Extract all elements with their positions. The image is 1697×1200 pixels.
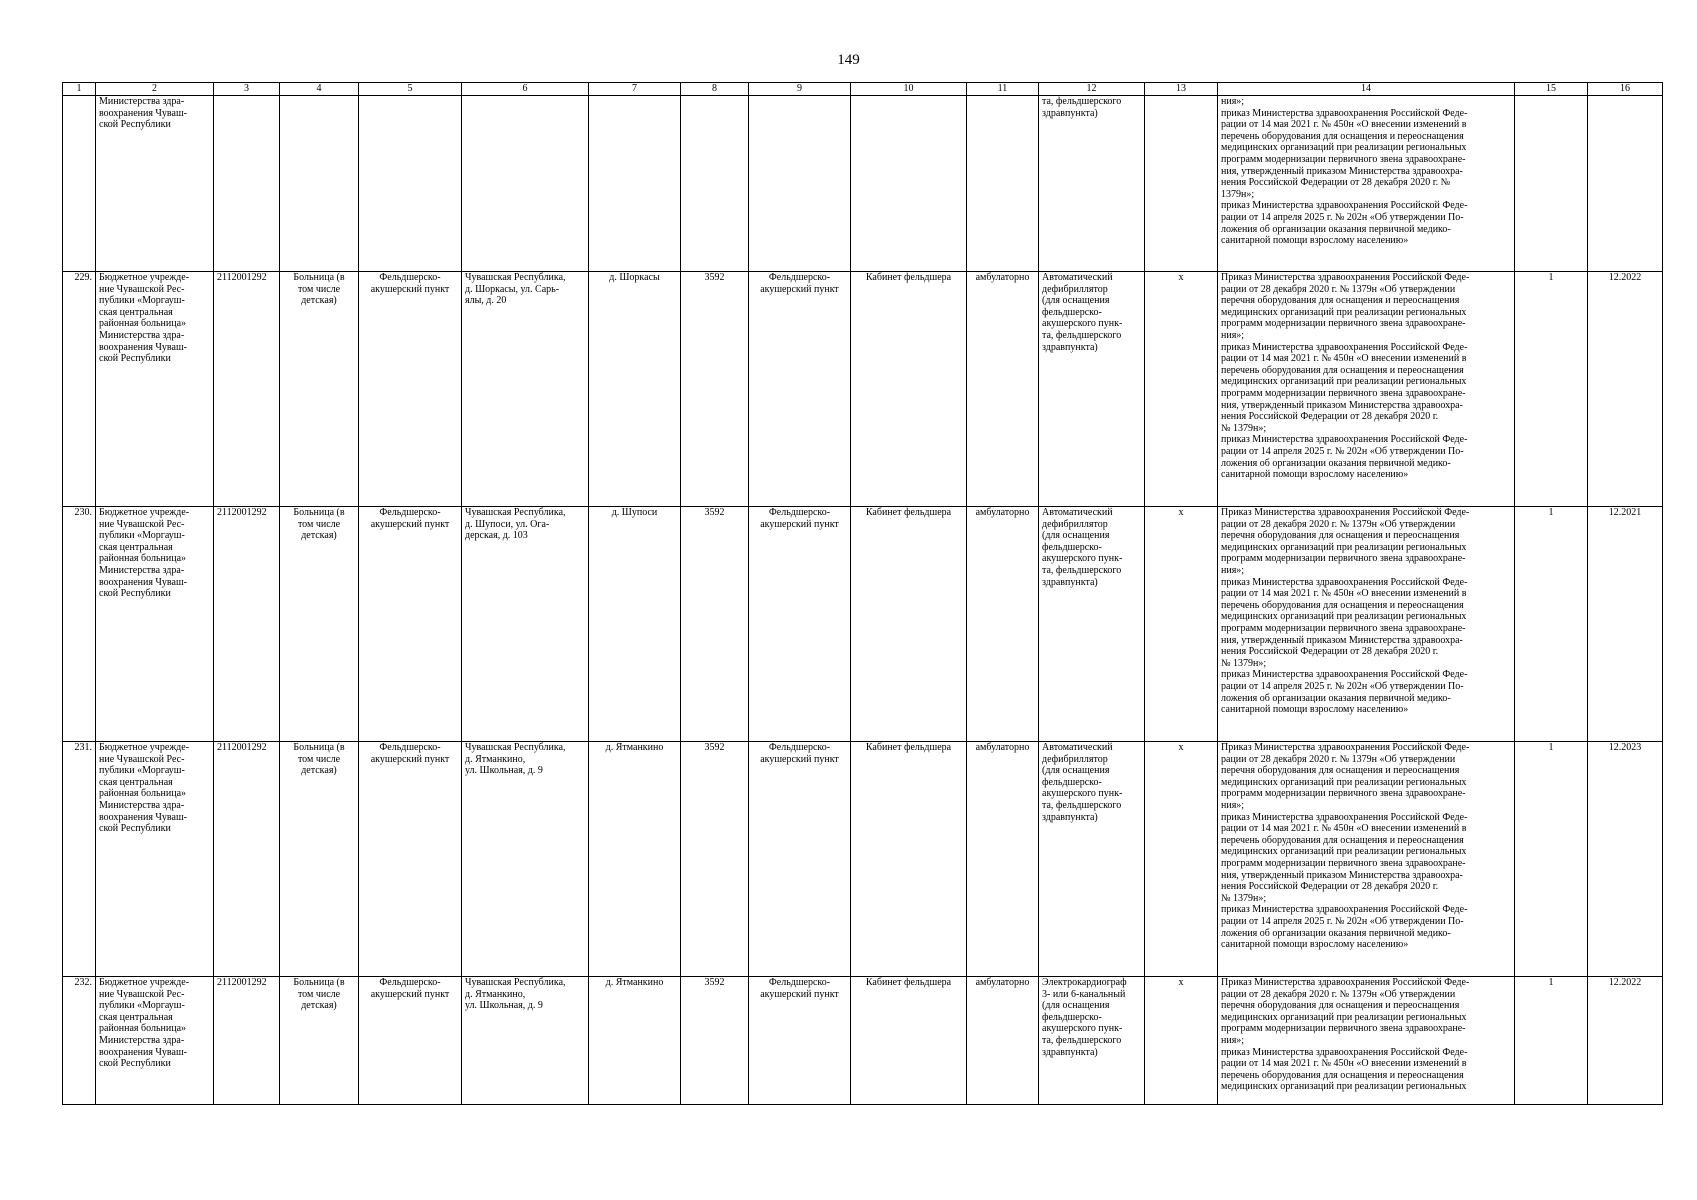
equipment: Автоматический дефибриллятор (для оснащения фельдшерско- акушерского пунк- та, фельдшерского здравпункта): [1042, 272, 1123, 353]
care-mode: амбулаторно: [967, 742, 1039, 977]
unit-name: Фельдшерско- акушерский пункт: [370, 507, 450, 530]
col-header: 12: [1039, 83, 1145, 96]
inn: 2112001292: [214, 977, 280, 1105]
subunit: Фельдшерско- акушерский пункт: [760, 742, 839, 765]
col-header: 1: [63, 83, 96, 96]
room: Кабинет фельдшера: [851, 507, 967, 742]
row-number: 231.: [63, 742, 96, 977]
quantity: 1: [1515, 507, 1588, 742]
x-mark: x: [1145, 977, 1218, 1105]
date: 12.2022: [1588, 272, 1663, 507]
col-header: 9: [749, 83, 851, 96]
code: [681, 96, 749, 272]
col-header: 16: [1588, 83, 1663, 96]
col-header: 8: [681, 83, 749, 96]
column-number-row: [63, 83, 1663, 96]
settlement: д. Ятманкино: [589, 977, 681, 1105]
col-header: 2: [96, 83, 214, 96]
org-name: Бюджетное учрежде- ние Чувашской Рес- публики «Моргауш- ская центральная районная больница» Министерства здра- воохранения Чуваш- ской Республики: [99, 742, 190, 835]
x-mark: x: [1145, 742, 1218, 977]
col-header: 11: [967, 83, 1039, 96]
address: Чувашская Республика, д. Ятманкино, ул. Школьная, д. 9: [465, 742, 566, 777]
table-row: [63, 507, 1663, 742]
table-row: [63, 742, 1663, 977]
legal-basis: Приказ Министерства здравоохранения Российской Феде- рации от 28 декабря 2020 г. № 1379н «Об утверждении перечня оборудования для оснащения и переоснащения медицинских организаций при реализации региональных программ модернизации первичного звена здравоохране- ния»; приказ Министерства здравоохранения Российской Феде- рации от 14 мая 2021 г. № 450н «О внесении изменений в перечень оборудования для оснащения и переоснащения медицинских организаций при реализации региональных программ модернизации первичного звена здравоохране- ния, утвержденный приказом Министерства здравоохра- нения Российской Федерации от 28 декабря 2020 г. № 1379н»; приказ Министерства здравоохранения Российской Феде- рации от 14 апреля 2025 г. № 202н «Об утверждении По- ложения об организации оказания первичной медико- санитарной помощи взрослому населению»: [1221, 742, 1470, 951]
x-mark: x: [1145, 507, 1218, 742]
col-header: 14: [1218, 83, 1515, 96]
x-mark: x: [1145, 272, 1218, 507]
col-header: 6: [462, 83, 589, 96]
table-row: [63, 272, 1663, 507]
inn: [214, 96, 280, 272]
quantity: [1515, 96, 1588, 272]
unit-name: Фельдшерско- акушерский пункт: [370, 272, 450, 295]
unit-name: Фельдшерско- акушерский пункт: [370, 742, 450, 765]
inn: 2112001292: [214, 272, 280, 507]
date: 12.2021: [1588, 507, 1663, 742]
care-mode: [967, 96, 1039, 272]
settlement: д. Шупоси: [589, 507, 681, 742]
col-header: 4: [280, 83, 359, 96]
settlement: д. Ятманкино: [589, 742, 681, 977]
org-name: Бюджетное учрежде- ние Чувашской Рес- публики «Моргауш- ская центральная районная больница» Министерства здра- воохранения Чуваш- ской Республики: [99, 977, 190, 1070]
quantity: 1: [1515, 272, 1588, 507]
col-header: 13: [1145, 83, 1218, 96]
address: Чувашская Республика, д. Шоркасы, ул. Сарь- ялы, д. 20: [465, 272, 566, 307]
org-name: Бюджетное учрежде- ние Чувашской Рес- публики «Моргауш- ская центральная районная больница» Министерства здра- воохранения Чуваш- ской Республики: [99, 272, 190, 365]
table-row: [63, 96, 1663, 272]
date: [1588, 96, 1663, 272]
inn: 2112001292: [214, 507, 280, 742]
subunit: Фельдшерско- акушерский пункт: [760, 977, 839, 1000]
table-row: [63, 977, 1663, 1105]
code: 3592: [681, 507, 749, 742]
equipment-table: [62, 82, 1663, 1105]
room: Кабинет фельдшера: [851, 742, 967, 977]
legal-basis: Приказ Министерства здравоохранения Российской Феде- рации от 28 декабря 2020 г. № 1379н «Об утверждении перечня оборудования для оснащения и переоснащения медицинских организаций при реализации региональных программ модернизации первичного звена здравоохране- ния»; приказ Министерства здравоохранения Российской Феде- рации от 14 мая 2021 г. № 450н «О внесении изменений в перечень оборудования для оснащения и переоснащения медицинских организаций при реализации региональных программ модернизации первичного звена здравоохране- ния, утвержденный приказом Министерства здравоохра- нения Российской Федерации от 28 декабря 2020 г. № 1379н»; приказ Министерства здравоохранения Российской Феде- рации от 14 апреля 2025 г. № 202н «Об утверждении По- ложения об организации оказания первичной медико- санитарной помощи взрослому населению»: [1221, 507, 1470, 716]
care-mode: амбулаторно: [967, 272, 1039, 507]
row-number: 230.: [63, 507, 96, 742]
inn: 2112001292: [214, 742, 280, 977]
page-number: 149: [837, 52, 860, 68]
subunit: Фельдшерско- акушерский пункт: [760, 507, 839, 530]
settlement: д. Шоркасы: [589, 272, 681, 507]
quantity: 1: [1515, 742, 1588, 977]
room: Кабинет фельдшера: [851, 977, 967, 1105]
address: Чувашская Республика, д. Шупоси, ул. Ога- дерская, д. 103: [465, 507, 566, 542]
equipment: Автоматический дефибриллятор (для оснащения фельдшерско- акушерского пунк- та, фельдшерского здравпункта): [1042, 742, 1123, 823]
equipment: Автоматический дефибриллятор (для оснащения фельдшерско- акушерского пунк- та, фельдшерского здравпункта): [1042, 507, 1123, 588]
code: 3592: [681, 977, 749, 1105]
quantity: 1: [1515, 977, 1588, 1105]
unit-name: Фельдшерско- акушерский пункт: [370, 977, 450, 1000]
legal-basis: ния»; приказ Министерства здравоохранения Российской Феде- рации от 14 мая 2021 г. № 450н «О внесении изменений в перечень оборудования для оснащения и переоснащения медицинских организаций при реализации региональных программ модернизации первичного звена здравоохране- ния, утвержденный приказом Министерства здравоохра- нения Российской Федерации от 28 декабря 2020 г. № 1379н»; приказ Министерства здравоохранения Российской Феде- рации от 14 апреля 2025 г. № 202н «Об утверждении По- ложения об организации оказания первичной медико- санитарной помощи взрослому населению»: [1221, 96, 1468, 247]
room: Кабинет фельдшера: [851, 272, 967, 507]
col-header: 15: [1515, 83, 1588, 96]
x-mark: [1145, 96, 1218, 272]
subunit: Фельдшерско- акушерский пункт: [760, 272, 839, 295]
code: 3592: [681, 742, 749, 977]
date: 12.2022: [1588, 977, 1663, 1105]
col-header: 10: [851, 83, 967, 96]
row-number: [63, 96, 96, 272]
col-header: 5: [359, 83, 462, 96]
care-mode: амбулаторно: [967, 977, 1039, 1105]
col-header: 7: [589, 83, 681, 96]
date: 12.2023: [1588, 742, 1663, 977]
settlement: [589, 96, 681, 272]
equipment: та, фельдшерского здравпункта): [1042, 96, 1122, 119]
col-header: 3: [214, 83, 280, 96]
room: [851, 96, 967, 272]
row-number: 229.: [63, 272, 96, 507]
row-number: 232.: [63, 977, 96, 1105]
org-name: Министерства здра- воохранения Чуваш- ской Республики: [99, 96, 187, 131]
org-type: Больница (в том числе детская): [293, 977, 345, 1012]
address: Чувашская Республика, д. Ятманкино, ул. Школьная, д. 9: [465, 977, 566, 1012]
care-mode: амбулаторно: [967, 507, 1039, 742]
org-type: Больница (в том числе детская): [293, 272, 345, 307]
org-name: Бюджетное учрежде- ние Чувашской Рес- публики «Моргауш- ская центральная районная больница» Министерства здра- воохранения Чуваш- ской Республики: [99, 507, 190, 600]
legal-basis: Приказ Министерства здравоохранения Российской Феде- рации от 28 декабря 2020 г. № 1379н «Об утверждении перечня оборудования для оснащения и переоснащения медицинских организаций при реализации региональных программ модернизации первичного звена здравоохране- ния»; приказ Министерства здравоохранения Российской Феде- рации от 14 мая 2021 г. № 450н «О внесении изменений в перечень оборудования для оснащения и переоснащения медицинских организаций при реализации региональных программ модернизации первичного звена здравоохране- ния, утвержденный приказом Министерства здравоохра- нения Российской Федерации от 28 декабря 2020 г. № 1379н»; приказ Министерства здравоохранения Российской Феде- рации от 14 апреля 2025 г. № 202н «Об утверждении По- ложения об организации оказания первичной медико- санитарной помощи взрослому населению»: [1221, 272, 1470, 481]
equipment: Электрокардиограф 3- или 6-канальный (для оснащения фельдшерско- акушерского пунк- та, фельдшерского здравпункта): [1042, 977, 1127, 1058]
org-type: Больница (в том числе детская): [293, 742, 345, 777]
legal-basis: Приказ Министерства здравоохранения Российской Феде- рации от 28 декабря 2020 г. № 1379н «Об утверждении перечня оборудования для оснащения и переоснащения медицинских организаций при реализации региональных программ модернизации первичного звена здравоохране- ния»; приказ Министерства здравоохранения Российской Феде- рации от 14 мая 2021 г. № 450н «О внесении изменений в перечень оборудования для оснащения и переоснащения медицинских организаций при реализации региональных: [1221, 977, 1470, 1093]
code: 3592: [681, 272, 749, 507]
org-type: Больница (в том числе детская): [293, 507, 345, 542]
